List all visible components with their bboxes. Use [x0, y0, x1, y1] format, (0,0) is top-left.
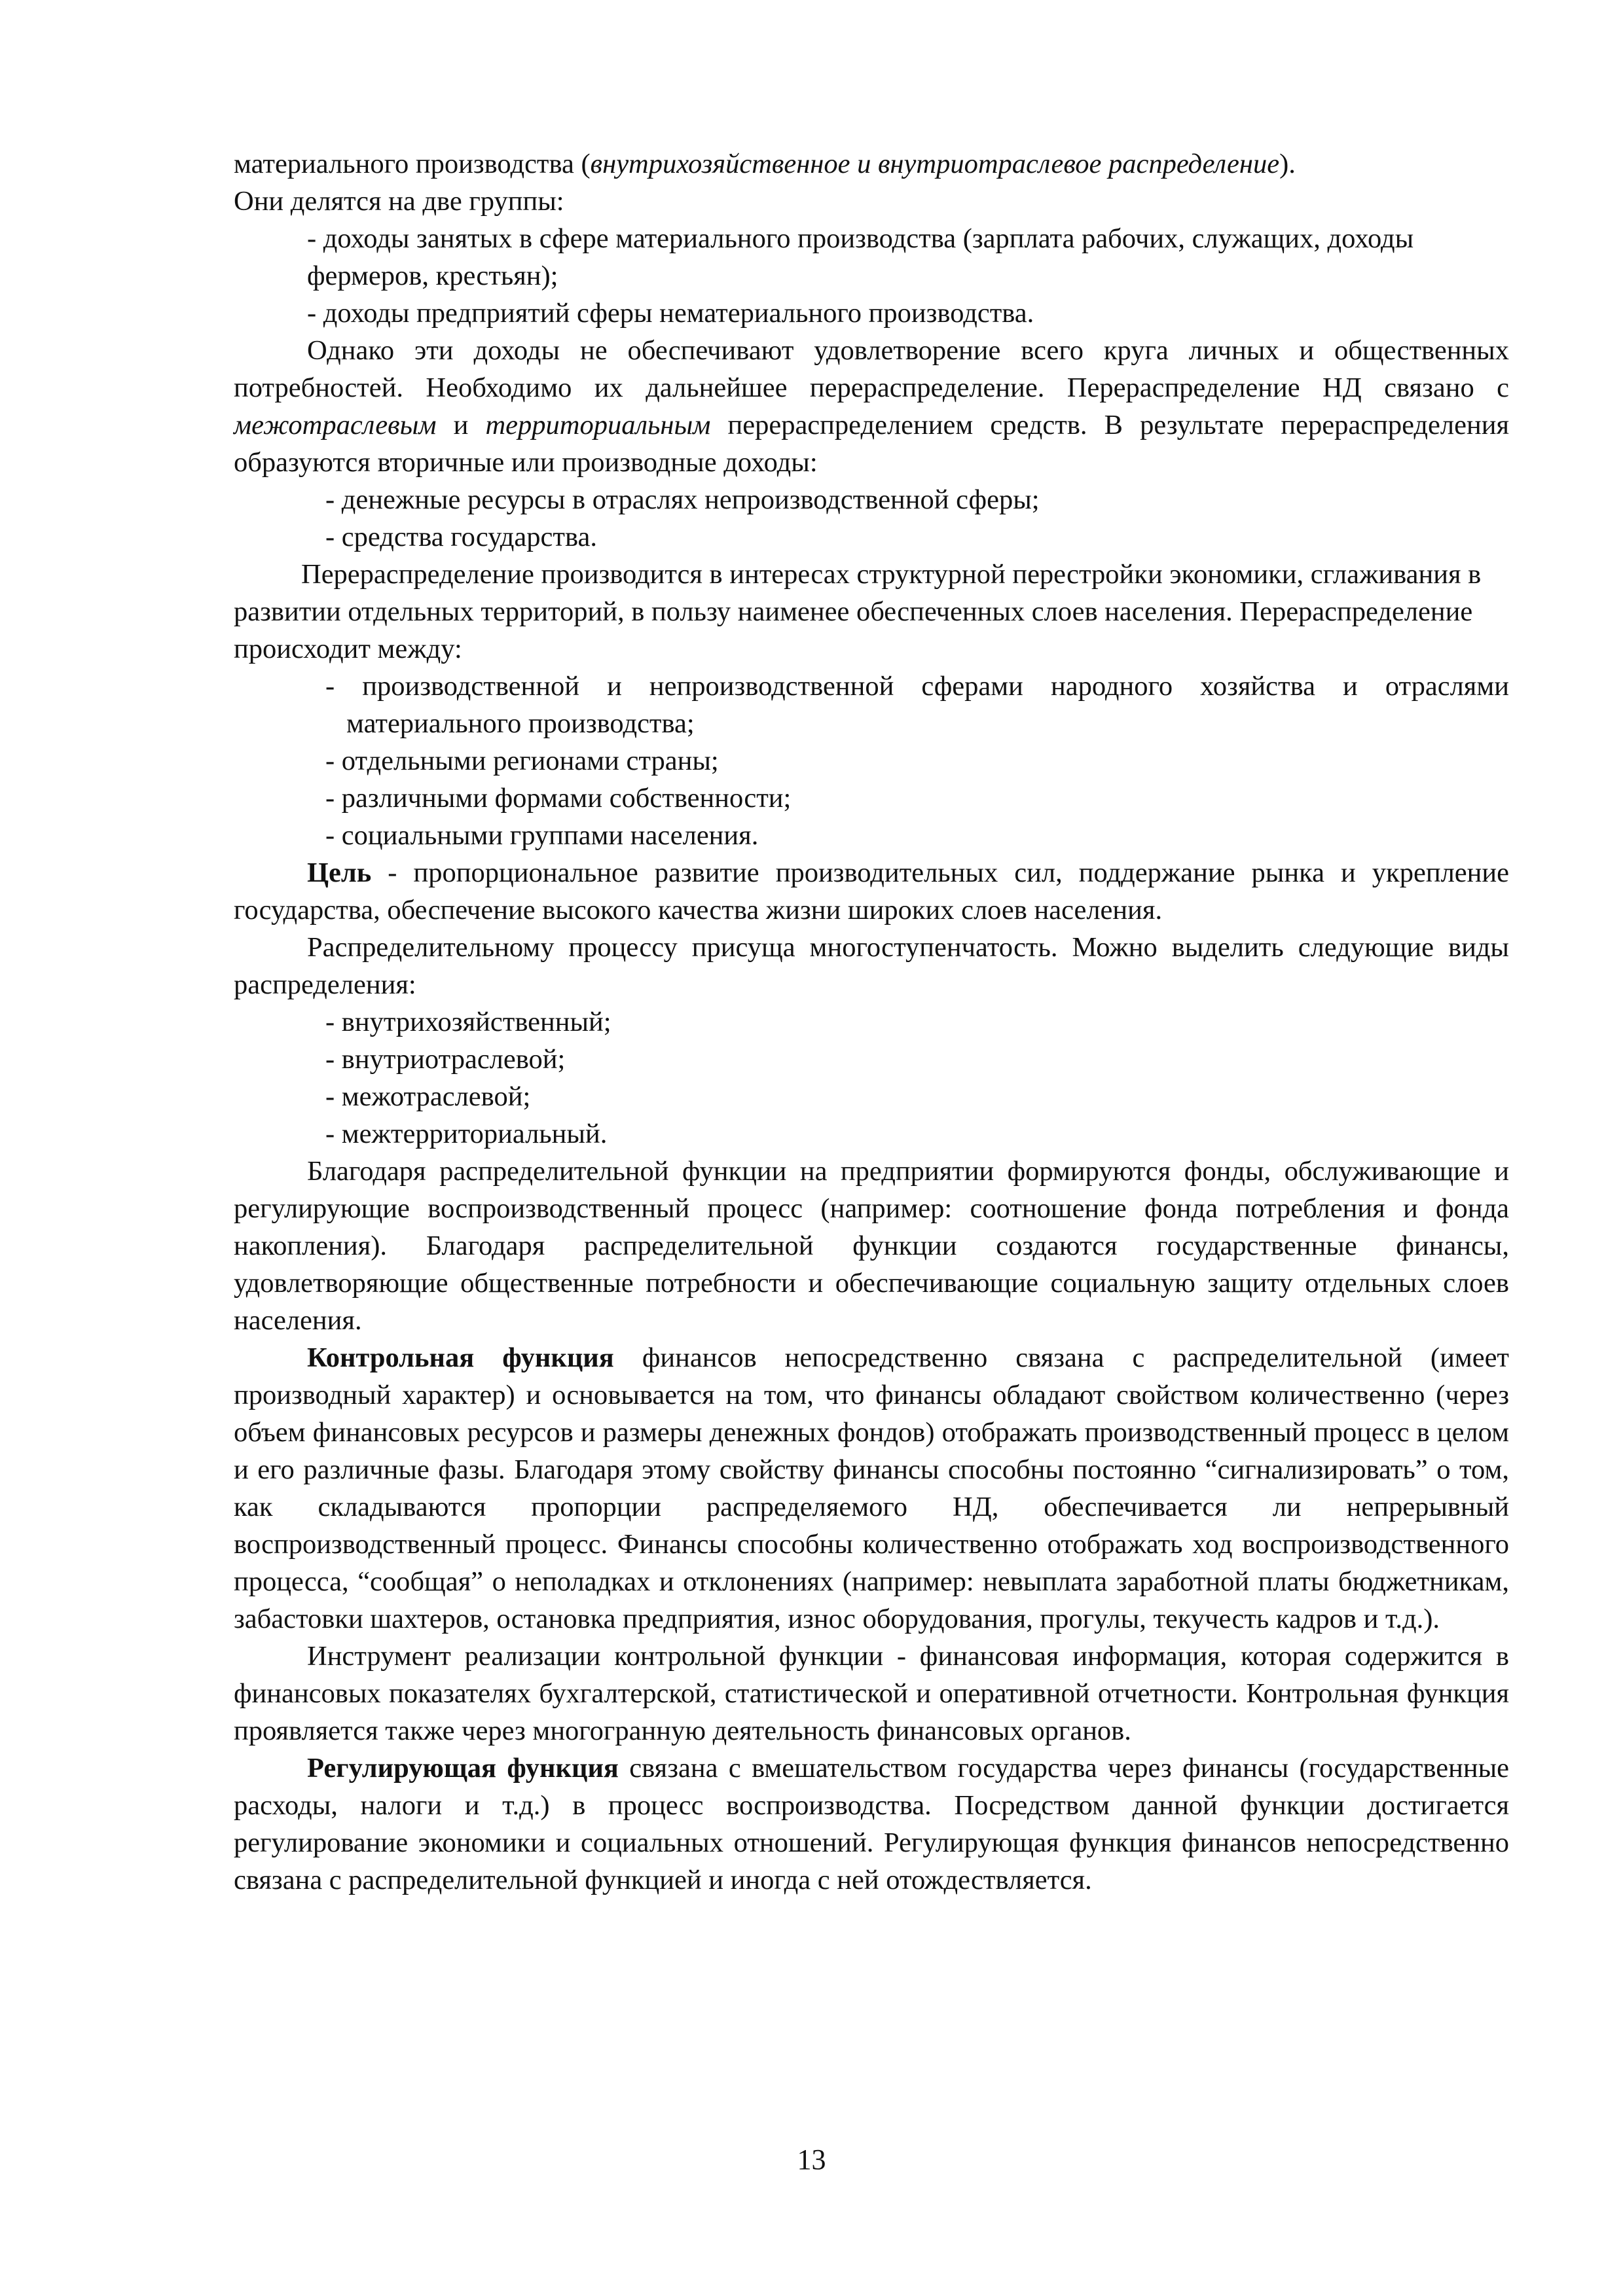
list-item: - средства государства.: [325, 522, 597, 552]
list-item: - доходы предприятий сферы нематериального производства.: [307, 298, 1034, 329]
list-item: - различными формами собственности;: [325, 783, 792, 814]
paragraph: материального производства (внутрихозяйственное и внутриотраслевое распределение).: [234, 149, 1296, 179]
paragraph: Однако эти доходы не обеспечивают удовлетворение всего круга личных и общественных потребностей. Необходимо их дальнейшее перераспределение. Перераспределение НД связано с межотраслевым и территориальным перераспределением средств. В результате перераспределения образуются вторичные или производные доходы:: [234, 335, 1509, 478]
paragraph: Регулирующая функция связана с вмешательством государства через финансы (государственные расходы, налоги и т.д.) в процесс воспроизводства. Посредством данной функции достигается регулирование экономики и социальных отношений. Регулирующая функция финансов непосредственно связана с распределительной функцией и иногда с ней отождествляется.: [234, 1753, 1509, 1895]
paragraph: Цель - пропорциональное развитие производительных сил, поддержание рынка и укрепление государства, обеспечение высокого качества жизни широких слоев населения.: [234, 857, 1509, 925]
bold-term: Цель: [307, 857, 372, 888]
list-item: - внутрихозяйственный;: [325, 1007, 611, 1037]
paragraph: Они делятся на две группы:: [234, 186, 564, 217]
paragraph: Контрольная функция финансов непосредственно связана с распределительной (имеет производный характер) и основывается на том, что финансы обладают свойством количественно (через объем финансовых ресурсов и размеры денежных фондов) отображать производственный процесс в целом и его различные фазы. Благодаря этому свойству финансы способны постоянно “сигнализировать” о том, как складываются пропорции распределяемого НД, обеспечивается ли непрерывный воспроизводственный процесс. Финансы способны количественно отображать ход воспроизводственного процесса, “сообщая” о неполадках и отклонениях (например: невыплата заработной платы бюджетникам, забастовки шахтеров, остановка предприятия, износ оборудования, прогулы, текучесть кадров и т.д.).: [234, 1342, 1510, 1634]
paragraph: Распределительному процессу присуща многоступенчатость. Можно выделить следующие виды распределения:: [234, 932, 1509, 1000]
paragraph: Инструмент реализации контрольной функции - финансовая информация, которая содержится в финансовых показателях бухгалтерской, статистической и оперативной отчетности. Контрольная функция проявляется также через многогранную деятельность финансовых органов.: [234, 1641, 1509, 1746]
paragraph: Перераспределение производится в интересах структурной перестройки экономики, сглаживания в развитии отдельных территорий, в пользу наименее обеспеченных слоев населения. Перераспределение происходит между:: [234, 559, 1482, 664]
page-number: 13: [797, 2144, 826, 2176]
list-item: - внутриотраслевой;: [325, 1044, 566, 1075]
bold-term: Контрольная функция: [307, 1342, 614, 1373]
italic-term: внутрихозяйственное и внутриотраслевое распределение: [590, 149, 1280, 179]
italic-term: межотраслевым: [234, 410, 437, 440]
italic-term: территориальным: [485, 410, 711, 440]
list-item: - денежные ресурсы в отраслях непроизводственной сферы;: [325, 484, 1040, 515]
list-item: - отдельными регионами страны;: [325, 745, 719, 776]
list-item: - межотраслевой;: [325, 1081, 531, 1112]
paragraph: Благодаря распределительной функции на предприятии формируются фонды, обслуживающие и регулирующие воспроизводственный процесс (например: соотношение фонда потребления и фонда накопления). Благодаря распределительной функции создаются государственные финансы, удовлетворяющие общественные потребности и обеспечивающие социальную защиту отдельных слоев населения.: [234, 1156, 1509, 1336]
document-page: [234, 145, 1509, 1899]
list-item: - межтерриториальный.: [325, 1119, 608, 1149]
list-item: - производственной и непроизводственной сферами народного хозяйства и отраслями материального производства;: [325, 671, 1509, 739]
bold-term: Регулирующая функция: [307, 1753, 619, 1784]
list-item: - социальными группами населения.: [325, 820, 759, 851]
list-item: - доходы занятых в сфере материального производства (зарплата рабочих, служащих, доходы фермеров, крестьян);: [307, 223, 1414, 291]
